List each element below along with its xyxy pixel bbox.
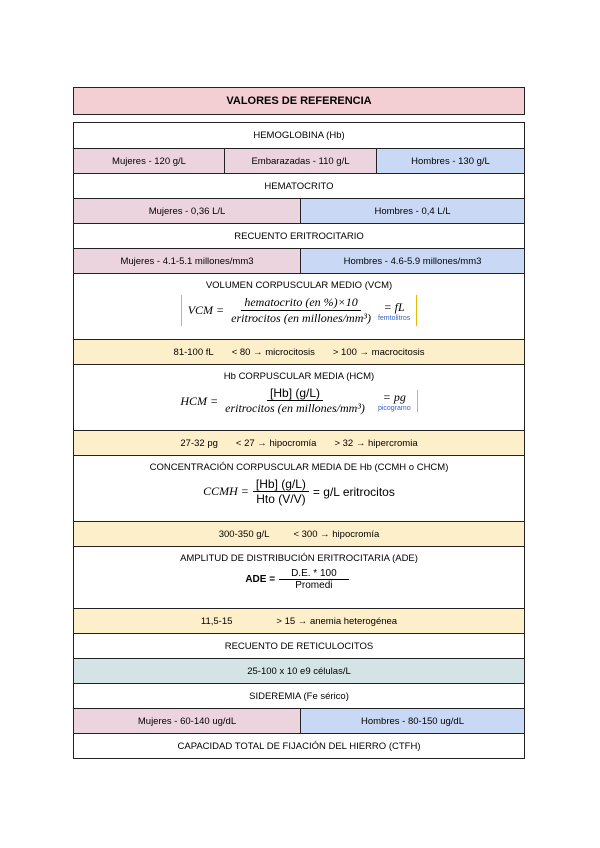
hemoglobina-mujeres: Mujeres - 120 g/L: [74, 149, 224, 173]
ccmh-denominator: Hto (V/V): [256, 492, 306, 506]
ade-numerator: D.E. * 100: [279, 568, 349, 580]
reticulocitos-header: RECUENTO DE RETICULOCITOS: [224, 640, 374, 652]
ade-high: > 15 → anemia heterogénea: [276, 615, 398, 627]
sideremia-hombres: Hombres - 80-150 ug/dL: [300, 709, 524, 733]
hematocrito-header-row: [74, 173, 524, 198]
ade-ref-row: [74, 608, 524, 633]
hematocrito-mujeres: Mujeres - 0,36 L/L: [74, 199, 300, 223]
ade-denominator: Promedi: [295, 580, 333, 591]
hcm-ref: [74, 431, 524, 455]
vcm-formula-box: [181, 295, 418, 326]
hcm-result-group: [372, 390, 418, 412]
ccmh-block: [74, 456, 524, 521]
eritrocitos-mujeres: Mujeres - 4.1-5.1 millones/mm3: [74, 249, 300, 273]
vcm-numerator: hematocrito (en %)×10: [241, 295, 360, 311]
ccmh-low: < 300 → hipocromía: [293, 528, 380, 540]
ccmh-lhs: CCMH =: [203, 484, 249, 498]
ccmh-ref: [74, 522, 524, 546]
reference-table: [73, 122, 525, 759]
sideremia-header-row: [74, 683, 524, 708]
ctfh-header-row: [74, 733, 524, 758]
vcm-header: VOLUMEN CORPUSCULAR MEDIO (VCM): [205, 280, 393, 291]
ade-formula: [245, 568, 352, 591]
hematocrito-hombres: Hombres - 0,4 L/L: [300, 199, 524, 223]
vcm-result-group: [378, 300, 410, 322]
vcm-lhs: VCM =: [187, 303, 225, 317]
page-title: VALORES DE REFERENCIA: [73, 87, 525, 115]
ade-range: 11,5-15: [200, 615, 233, 627]
vcm-block: [74, 274, 524, 339]
sideremia-header: SIDEREMIA (Fe sérico): [249, 690, 349, 702]
eritrocitos-header: RECUENTO ERITROCITARIO: [234, 230, 364, 242]
hematocrito-header: HEMATOCRITO: [264, 180, 334, 192]
vcm-result: = fL: [383, 299, 405, 314]
hemoglobina-header-row: [74, 123, 524, 148]
sideremia-mujeres: Mujeres - 60-140 ug/dL: [74, 709, 300, 733]
hematocrito-values-row: [74, 198, 524, 223]
hcm-formula: [180, 386, 417, 416]
hcm-block-row: [74, 364, 524, 430]
ade-block-row: [74, 546, 524, 608]
hemoglobina-embarazadas: Embarazadas - 110 g/L: [224, 149, 376, 173]
eritrocitos-values-row: [74, 248, 524, 273]
ccmh-block-row: [74, 455, 524, 521]
hcm-numerator: [Hb] (g/L): [267, 386, 323, 401]
ccmh-header: CONCENTRACIÓN CORPUSCULAR MEDIA DE Hb (CCMH o CHCM): [149, 462, 449, 473]
ccmh-ref-row: [74, 521, 524, 546]
hcm-block: [74, 365, 524, 430]
hcm-ref-row: [74, 430, 524, 455]
ccmh-result: = g/L eritrocitos: [312, 484, 395, 499]
hcm-range: 27-32 pg: [180, 437, 218, 449]
ade-fraction: [279, 568, 349, 591]
vcm-ref: [74, 340, 524, 364]
vcm-ref-row: [74, 339, 524, 364]
vcm-low: < 80 → microcitosis: [231, 346, 315, 358]
reticulocitos-header-row: [74, 633, 524, 658]
hemoglobina-values-row: [74, 148, 524, 173]
hcm-result: = pg: [382, 390, 406, 404]
hemoglobina-header: HEMOGLOBINA (Hb): [253, 130, 345, 141]
hcm-fraction: [222, 386, 368, 416]
reticulocitos-value-row: [74, 658, 524, 683]
ccmh-numerator: [Hb] (g/L): [253, 477, 309, 492]
hcm-header: Hb CORPUSCULAR MEDIA (HCM): [223, 371, 375, 382]
hcm-low: < 27 → hipocromía: [235, 437, 317, 449]
eritrocitos-hombres: Hombres - 4.6-5.9 millones/mm3: [300, 249, 524, 273]
ccmh-formula: [203, 477, 395, 506]
ctfh-header: CAPACIDAD TOTAL DE FIJACIÓN DEL HIERRO (CTFH): [177, 740, 421, 752]
vcm-unit: femtolitros: [377, 314, 411, 322]
hemoglobina-hombres: Hombres - 130 g/L: [376, 149, 524, 173]
vcm-range: 81-100 fL: [173, 346, 214, 358]
ade-ref: [74, 609, 524, 633]
ccmh-range: 300-350 g/L: [218, 528, 270, 540]
vcm-high: > 100 → macrocitosis: [332, 346, 425, 358]
hcm-high: > 32 → hipercromia: [334, 437, 418, 449]
vcm-fraction: [228, 295, 374, 326]
ade-lhs: ADE =: [245, 574, 276, 585]
ade-header: AMPLITUD DE DISTRIBUCIÓN ERITROCITARIA (ADE): [180, 553, 418, 564]
reticulocitos-value: 25-100 x 10 e9 células/L: [74, 659, 524, 683]
hcm-denominator: eritrocitos (en millones/mm³): [225, 401, 365, 415]
hcm-unit: picogramo: [377, 405, 411, 412]
vcm-formula: [181, 295, 418, 326]
sideremia-values-row: [74, 708, 524, 733]
ade-block: [74, 547, 524, 608]
vcm-denominator: eritrocitos (en millones/mm³): [231, 311, 371, 325]
hcm-lhs: HCM =: [180, 393, 219, 408]
vcm-block-row: [74, 273, 524, 339]
eritrocitos-header-row: [74, 223, 524, 248]
ccmh-fraction: [253, 477, 309, 506]
